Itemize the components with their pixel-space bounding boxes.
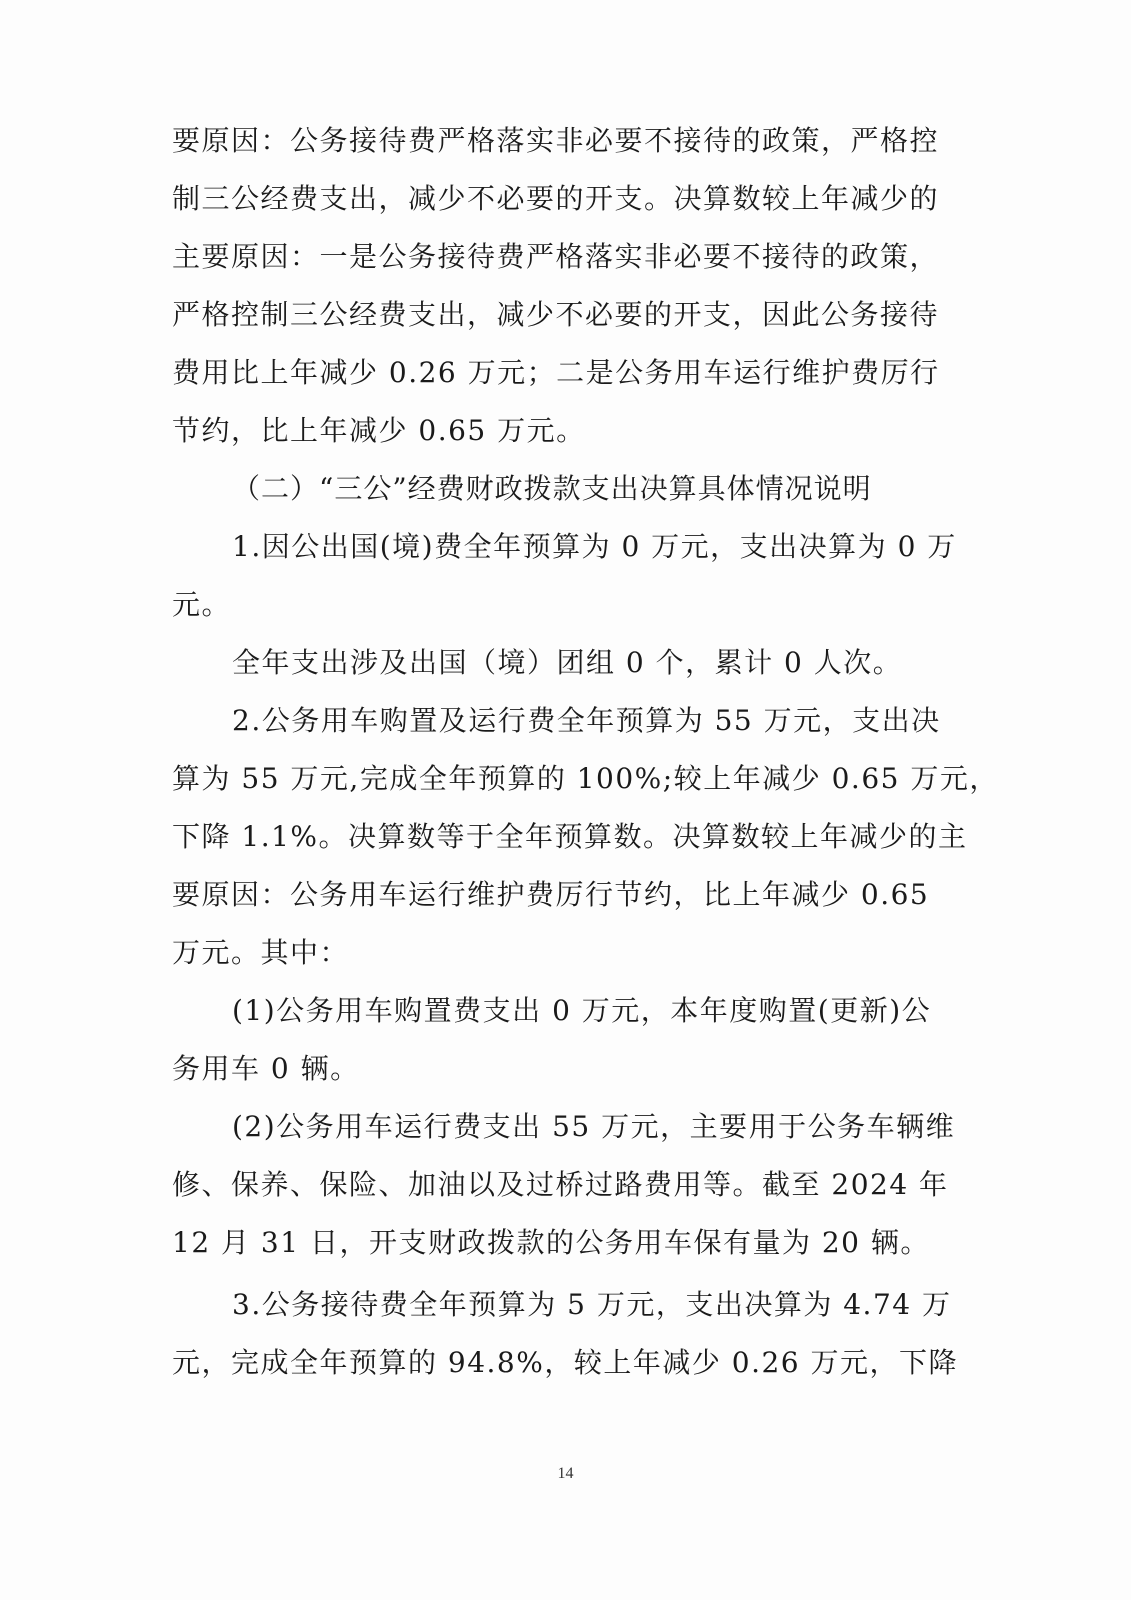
page-number: 14: [557, 1465, 574, 1482]
text-line: 主要原因：一是公务接待费严格落实非必要不接待的政策，: [172, 240, 940, 273]
text-line: 严格控制三公经费支出，减少不必要的开支，因此公务接待: [172, 298, 940, 331]
text-line: 费用比上年减少 0.26 万元；二是公务用车运行维护费厉行: [172, 356, 940, 389]
text-line: 要原因：公务接待费严格落实非必要不接待的政策，严格控: [172, 124, 940, 157]
text-line: 下降 1.1%。决算数等于全年预算数。决算数较上年减少的主: [172, 820, 968, 853]
text-line: 元。: [172, 588, 232, 621]
text-line: 算为 55 万元,完成全年预算的 100%;较上年减少 0.65 万元，: [172, 762, 999, 795]
text-line: 2.公务用车购置及运行费全年预算为 55 万元，支出决: [232, 704, 941, 737]
text-line: 元，完成全年预算的 94.8%，较上年减少 0.26 万元，下降: [172, 1346, 958, 1379]
text-line: 节约，比上年减少 0.65 万元。: [172, 414, 586, 447]
text-line: (2)公务用车运行费支出 55 万元，主要用于公务车辆维: [232, 1110, 956, 1143]
text-line: (1)公务用车购置费支出 0 万元，本年度购置(更新)公: [232, 994, 932, 1027]
text-line: 修、保养、保险、加油以及过桥过路费用等。截至 2024 年: [172, 1168, 949, 1201]
text-line: 12 月 31 日，开支财政拨款的公务用车保有量为 20 辆。: [172, 1226, 930, 1259]
document-body: [172, 112, 999, 1392]
text-line: 要原因：公务用车运行维护费厉行节约，比上年减少 0.65: [172, 878, 930, 911]
text-line: 1.因公出国(境)费全年预算为 0 万元，支出决算为 0 万: [232, 530, 957, 563]
text-line: 万元。其中：: [172, 936, 350, 969]
text-line: 制三公经费支出，减少不必要的开支。决算数较上年减少的: [172, 182, 940, 215]
text-line: 全年支出涉及出国（境）团组 0 个，累计 0 人次。: [232, 646, 903, 679]
section-heading: （二）“三公”经费财政拨款支出决算具体情况说明: [232, 472, 872, 505]
text-line: 务用车 0 辆。: [172, 1052, 360, 1085]
text-line: 3.公务接待费全年预算为 5 万元，支出决算为 4.74 万: [232, 1288, 952, 1321]
